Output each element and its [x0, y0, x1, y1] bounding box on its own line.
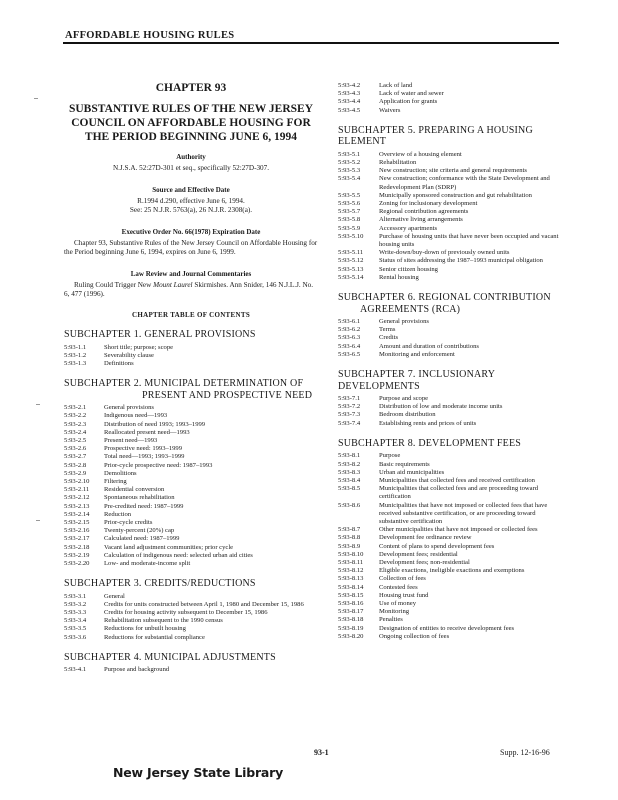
section-number: 5:93-4.3 [338, 90, 361, 98]
section-number: 5:93-8.20 [338, 632, 364, 640]
section-number: 5:93-2.16 [64, 527, 90, 535]
right-column [338, 82, 564, 641]
section-number: 5:93-2.4 [64, 428, 87, 436]
section-title: Purpose and scope [379, 395, 429, 403]
section-number: 5:93-2.9 [64, 469, 87, 477]
chapter-title: SUBSTANTIVE RULES OF THE NEW JERSEY COUNCIL ON AFFORDABLE HOUSING FOR THE PERIOD BEGINNING JUNE 6, 1994 [68, 103, 314, 143]
section-number: 5:93-2.3 [64, 420, 87, 428]
toc-entry [338, 608, 564, 616]
section-title: Collection of fees [379, 575, 426, 583]
source-line-2: See: 25 N.J.R. 5763(a), 26 N.J.R. 2308(a). [129, 206, 253, 214]
section-number: 5:93-8.18 [338, 616, 364, 624]
toc-entry [64, 503, 318, 511]
section-title: Twenty-percent (20%) cap [104, 527, 175, 535]
supplement-date: Supp. 12-16-96 [500, 748, 550, 757]
toc-entry [338, 502, 564, 527]
section-number: 5:93-5.1 [338, 150, 361, 158]
toc-entry [64, 593, 318, 601]
toc-entry [338, 159, 564, 167]
section-title: Write-down/buy-down of previously owned units [379, 249, 510, 257]
section-title: Severability clause [104, 351, 154, 359]
section-number: 5:93-5.11 [338, 249, 364, 257]
toc-entry [64, 445, 318, 453]
subchapter-title: SUBCHAPTER 5. PREPARING A HOUSING ELEMENT [338, 124, 533, 148]
section-title: Reduction [104, 510, 132, 518]
section-number: 5:93-2.6 [64, 445, 87, 453]
section-title: Rehabilitation subsequent to the 1990 census [104, 617, 223, 625]
section-title: Vacant land adjustment communities; prior cycle [104, 543, 234, 551]
section-number: 5:93-8.17 [338, 608, 364, 616]
toc-entry [338, 249, 564, 257]
section-title: Zoning for inclusionary development [379, 200, 478, 208]
toc-entry [338, 452, 564, 460]
section-number: 5:93-7.1 [338, 395, 361, 403]
toc-entry [64, 666, 318, 674]
toc-entry [338, 318, 564, 326]
left-subchapters [64, 329, 318, 675]
section-title: Low- and moderate-income split [104, 559, 191, 567]
toc-heading: CHAPTER TABLE OF CONTENTS [131, 311, 251, 319]
section-number: 5:93-8.7 [338, 526, 361, 534]
section-number: 5:93-4.1 [64, 666, 87, 674]
section-title: Indigenous need—1993 [104, 412, 168, 420]
section-title: New construction; conformance with the State Development and Redevelopment Plan (SDRP) [379, 175, 550, 191]
toc-entry [338, 175, 564, 191]
toc-entry [338, 216, 564, 224]
left-column [64, 82, 318, 675]
toc-entry [64, 462, 318, 470]
section-number: 5:93-5.3 [338, 167, 361, 175]
header-rule [63, 42, 559, 44]
section-number: 5:93-2.5 [64, 436, 87, 444]
section-number: 5:93-4.2 [338, 82, 361, 89]
section-number: 5:93-5.14 [338, 273, 364, 281]
section-number: 5:93-8.3 [338, 468, 361, 476]
section-title: Short title; purpose; scope [104, 343, 174, 351]
section-title: Basic requirements [379, 460, 430, 468]
toc-entry [338, 403, 564, 411]
toc-entry [338, 592, 564, 600]
subchapter-title: SUBCHAPTER 7. INCLUSIONARY DEVELOPMENTS [338, 369, 495, 392]
section-title: Regional contribution agreements [379, 208, 469, 216]
section-number: 5:93-2.13 [64, 502, 90, 510]
section-number: 5:93-2.19 [64, 551, 90, 559]
toc-entry [338, 192, 564, 200]
section-title: Spontaneous rehabilitation [104, 494, 175, 502]
section-number: 5:93-3.1 [64, 592, 87, 600]
section-title: Development fees; residential [379, 550, 458, 558]
toc-entry [338, 551, 564, 559]
section-title: Credits for units constructed between April 1, 1980 and December 15, 1986 [104, 600, 304, 608]
section-number: 5:93-5.7 [338, 208, 361, 216]
section-title: Urban aid municipalities [379, 468, 445, 476]
section-title: Definitions [104, 359, 134, 367]
section-title: General [104, 592, 125, 600]
toc-entry [64, 617, 318, 625]
section-title: Content of plans to spend development fees [379, 542, 495, 550]
section-number: 5:93-7.4 [338, 419, 361, 427]
toc-entry [338, 167, 564, 175]
toc-entry [64, 429, 318, 437]
sub4-continued [338, 82, 564, 115]
section-title: Status of sites addressing the 1987–1993 municipal obligation [379, 257, 543, 265]
section-title: Credits for housing activity subsequent to December 15, 1986 [104, 609, 268, 617]
expiration-text: Chapter 93, Substantive Rules of the New Jersey Council on Affordable Housing for the Period beginning June 6, 1994, expires on June 6, 1999. [64, 239, 318, 256]
toc-entry [338, 534, 564, 542]
toc-entry [338, 567, 564, 575]
toc-entry [338, 151, 564, 159]
toc-entry [338, 477, 564, 485]
section-number: 5:93-6.4 [338, 342, 361, 350]
section-number: 5:93-8.13 [338, 575, 364, 583]
section-number: 5:93-8.10 [338, 550, 364, 558]
section-number: 5:93-8.4 [338, 477, 361, 484]
page-number: 93-1 [314, 748, 329, 757]
expiration-heading: Executive Order No. 66(1978) Expiration Date [121, 228, 261, 236]
toc-entry [64, 404, 318, 412]
toc-entry [64, 519, 318, 527]
subchapter-title: SUBCHAPTER 4. MUNICIPAL ADJUSTMENTS [64, 651, 276, 663]
section-number: 5:93-2.1 [64, 404, 87, 412]
section-number: 5:93-8.19 [338, 624, 364, 632]
section-title: Lack of land [379, 82, 413, 89]
section-title: Development fees; non-residential [379, 559, 470, 567]
toc-entry [338, 485, 564, 501]
section-number: 5:93-8.15 [338, 591, 364, 599]
toc-entry [338, 90, 564, 98]
toc-entry [64, 344, 318, 352]
section-title: Purpose [379, 452, 401, 460]
section-number: 5:93-5.6 [338, 200, 361, 208]
section-number: 5:93-5.2 [338, 159, 361, 167]
section-number: 5:93-6.5 [338, 350, 361, 358]
toc-entry [338, 616, 564, 624]
section-number: 5:93-2.7 [64, 453, 87, 461]
source-line-1: R.1994 d.290, effective June 6, 1994. [137, 197, 245, 205]
section-title: Demolitions [104, 469, 137, 477]
section-number: 5:93-3.2 [64, 600, 87, 608]
toc-entry [338, 584, 564, 592]
toc-entry [338, 107, 564, 115]
toc-entry [64, 601, 318, 609]
toc-entry [338, 420, 564, 428]
toc-entry [64, 421, 318, 429]
section-title: Accessory apartments [379, 224, 438, 232]
toc-entry [64, 412, 318, 420]
section-number: 5:93-2.17 [64, 535, 90, 543]
toc-entry [338, 266, 564, 274]
section-title: New construction; site criteria and general requirements [379, 167, 527, 175]
law-review-heading: Law Review and Journal Commentaries [130, 270, 252, 278]
toc-entry [338, 543, 564, 551]
section-number: 5:93-3.4 [64, 617, 87, 625]
authority-text: N.J.S.A. 52:27D-301 et seq., specifically 52:27D-307. [112, 164, 270, 172]
running-header: AFFORDABLE HOUSING RULES [65, 30, 235, 41]
subchapter-title: SUBCHAPTER 1. GENERAL PROVISIONS [64, 329, 256, 340]
section-number: 5:93-8.12 [338, 567, 364, 575]
toc-entry [338, 461, 564, 469]
section-number: 5:93-2.20 [64, 559, 90, 567]
section-title: Prior-cycle prospective need: 1987–1993 [104, 461, 213, 469]
right-subchapters [338, 125, 564, 641]
section-title: Terms [379, 326, 396, 334]
section-title: Development fee ordinance review [379, 534, 472, 542]
section-number: 5:93-5.13 [338, 265, 364, 273]
scan-mark [34, 98, 38, 99]
section-title: Rehabilitation [379, 159, 417, 167]
section-number: 5:93-1.3 [64, 359, 87, 367]
section-title: Total need—1993; 1993–1999 [104, 453, 185, 461]
section-title: Use of money [379, 600, 416, 608]
section-title: Residential conversion [104, 486, 165, 494]
section-title: Calculated need: 1987–1999 [104, 535, 180, 543]
section-number: 5:93-8.11 [338, 559, 364, 567]
section-title: Alternative living arrangements [379, 216, 463, 224]
toc-entry [64, 478, 318, 486]
chapter-number: CHAPTER 93 [155, 82, 227, 94]
section-number: 5:93-8.14 [338, 583, 364, 591]
subchapter-title: SUBCHAPTER 2. MUNICIPAL DETERMINATION OF PRESENT AND PROSPECTIVE NEED [64, 378, 313, 401]
toc-entry [338, 326, 564, 334]
toc-entry [338, 233, 564, 249]
section-title: Waivers [379, 106, 401, 114]
section-title: Penalties [379, 616, 403, 624]
section-title: Reductions for unbuilt housing [104, 625, 186, 633]
section-number: 5:93-8.1 [338, 452, 361, 460]
section-number: 5:93-6.2 [338, 326, 361, 334]
toc-entry [338, 274, 564, 282]
section-title: Bedroom distribution [379, 411, 436, 419]
toc-entry [338, 600, 564, 608]
section-title: Rental housing [379, 273, 419, 281]
section-title: Eligible exactions, ineligible exactions and exemptions [379, 567, 525, 575]
toc-entry [64, 544, 318, 552]
section-title: General provisions [104, 404, 154, 412]
toc-entry [338, 98, 564, 106]
toc-entry [64, 470, 318, 478]
section-title: Calculation of indigenous need: selected urban aid cities [104, 551, 253, 559]
toc-entry [64, 511, 318, 519]
section-number: 5:93-8.16 [338, 600, 364, 608]
section-title: Overview of a housing element [379, 150, 462, 158]
section-title: Municipalities that have not imposed or collected fees that have received substantive certification, or are proceeding toward substantive certification [379, 501, 548, 526]
section-title: Establishing rents and prices of units [379, 419, 477, 427]
toc-entry [64, 527, 318, 535]
scan-mark [36, 520, 40, 521]
toc-entry [338, 395, 564, 403]
section-number: 5:93-6.1 [338, 318, 361, 326]
section-title: Senior citizen housing [379, 265, 438, 273]
toc-entry [64, 486, 318, 494]
subchapter-title: SUBCHAPTER 6. REGIONAL CONTRIBUTION AGREEMENTS (RCA) [338, 292, 551, 315]
subchapter-title: SUBCHAPTER 3. CREDITS/REDUCTIONS [64, 578, 256, 590]
toc-entry [64, 494, 318, 502]
section-title: Contested fees [379, 583, 418, 591]
section-title: Reductions for substantial compliance [104, 633, 205, 641]
section-number: 5:93-2.11 [64, 486, 90, 494]
section-number: 5:93-5.10 [338, 232, 364, 240]
section-number: 5:93-2.2 [64, 412, 87, 420]
toc-entry [64, 634, 318, 642]
section-title: Distribution of low and moderate income units [379, 403, 503, 411]
section-number: 5:93-8.9 [338, 542, 361, 550]
toc-entry [64, 360, 318, 368]
scan-mark [36, 404, 40, 405]
toc-entry [64, 352, 318, 360]
library-stamp: New Jersey State Library [113, 765, 284, 780]
toc-entry [338, 334, 564, 342]
toc-entry [64, 552, 318, 560]
section-number: 5:93-2.8 [64, 461, 87, 469]
section-number: 5:93-4.4 [338, 98, 361, 106]
section-number: 5:93-3.3 [64, 609, 87, 617]
section-number: 5:93-3.5 [64, 625, 87, 633]
section-title: Prospective need: 1993–1999 [104, 445, 183, 453]
subchapter-title: SUBCHAPTER 8. DEVELOPMENT FEES [338, 437, 522, 449]
section-number: 5:93-7.2 [338, 403, 361, 411]
toc-entry [338, 82, 564, 90]
section-number: 5:93-5.8 [338, 216, 361, 224]
section-number: 5:93-4.5 [338, 106, 361, 114]
section-number: 5:93-5.12 [338, 257, 364, 265]
toc-entry [338, 559, 564, 567]
toc-entry [338, 257, 564, 265]
section-number: 5:93-1.1 [64, 343, 87, 351]
toc-entry [64, 609, 318, 617]
section-title: Municipalities that collected fees and received certification [379, 477, 535, 484]
toc-entry [64, 535, 318, 543]
source-heading: Source and Effective Date [152, 186, 230, 194]
authority-heading: Authority [176, 153, 206, 161]
section-number: 5:93-6.3 [338, 334, 361, 342]
section-title: Reallocated present need—1993 [104, 428, 190, 436]
toc-entry [338, 343, 564, 351]
section-number: 5:93-2.14 [64, 510, 90, 518]
section-title: Purchase of housing units that have never been occupied and vacant housing units [379, 232, 559, 249]
toc-entry [64, 437, 318, 445]
section-title: Filtering [104, 477, 127, 485]
toc-entry [338, 411, 564, 419]
section-number: 5:93-8.8 [338, 534, 361, 542]
toc-entry [338, 351, 564, 359]
toc-entry [338, 625, 564, 633]
toc-entry [338, 575, 564, 583]
section-number: 5:93-1.2 [64, 351, 87, 359]
section-title: Prior-cycle credits [104, 518, 153, 526]
toc-entry [338, 225, 564, 233]
section-number: 5:93-2.18 [64, 543, 90, 551]
section-title: Amount and duration of contributions [379, 342, 479, 350]
section-title: Designation of entities to receive development fees [379, 624, 515, 632]
section-title: Distribution of need 1993; 1993–1999 [104, 420, 206, 428]
toc-entry [64, 560, 318, 568]
section-title: Municipally sponsored construction and gut rehabilitation [379, 191, 532, 199]
section-number: 5:93-8.5 [338, 485, 361, 493]
section-number: 5:93-2.10 [64, 477, 90, 485]
section-title: Purpose and background [104, 666, 170, 674]
toc-entry [338, 200, 564, 208]
toc-entry [64, 625, 318, 633]
section-title: Housing trust fund [379, 591, 429, 599]
section-title: Ongoing collection of fees [379, 632, 450, 640]
section-number: 5:93-8.6 [338, 501, 361, 509]
toc-entry [338, 633, 564, 641]
section-number: 5:93-3.6 [64, 633, 87, 641]
section-title: Lack of water and sewer [379, 90, 444, 98]
section-number: 5:93-2.15 [64, 518, 90, 526]
law-review-text: Ruling Could Trigger New Mount Laurel Skirmishes. Ann Snider, 146 N.J.L.J. No. 6, 477 (1996). [64, 281, 314, 298]
section-title: General provisions [379, 318, 429, 326]
toc-entry [338, 469, 564, 477]
section-title: Municipalities that collected fees and are proceeding toward certification [379, 485, 539, 501]
toc-entry [338, 526, 564, 534]
toc-entry [64, 453, 318, 461]
section-number: 5:93-5.5 [338, 191, 361, 199]
section-number: 5:93-5.4 [338, 175, 361, 183]
section-number: 5:93-5.9 [338, 224, 361, 232]
section-title: Pre-credited need: 1987–1999 [104, 502, 184, 510]
section-number: 5:93-7.3 [338, 411, 361, 419]
section-title: Credits [379, 334, 399, 342]
toc-entry [338, 208, 564, 216]
section-title: Monitoring and enforcement [379, 350, 455, 358]
section-number: 5:93-8.2 [338, 460, 361, 468]
section-title: Application for grants [379, 98, 438, 106]
section-title: Other municipalities that have not imposed or collected fees [379, 526, 538, 534]
section-number: 5:93-2.12 [64, 494, 90, 502]
section-title: Present need—1993 [104, 436, 158, 444]
section-title: Monitoring [379, 608, 410, 616]
